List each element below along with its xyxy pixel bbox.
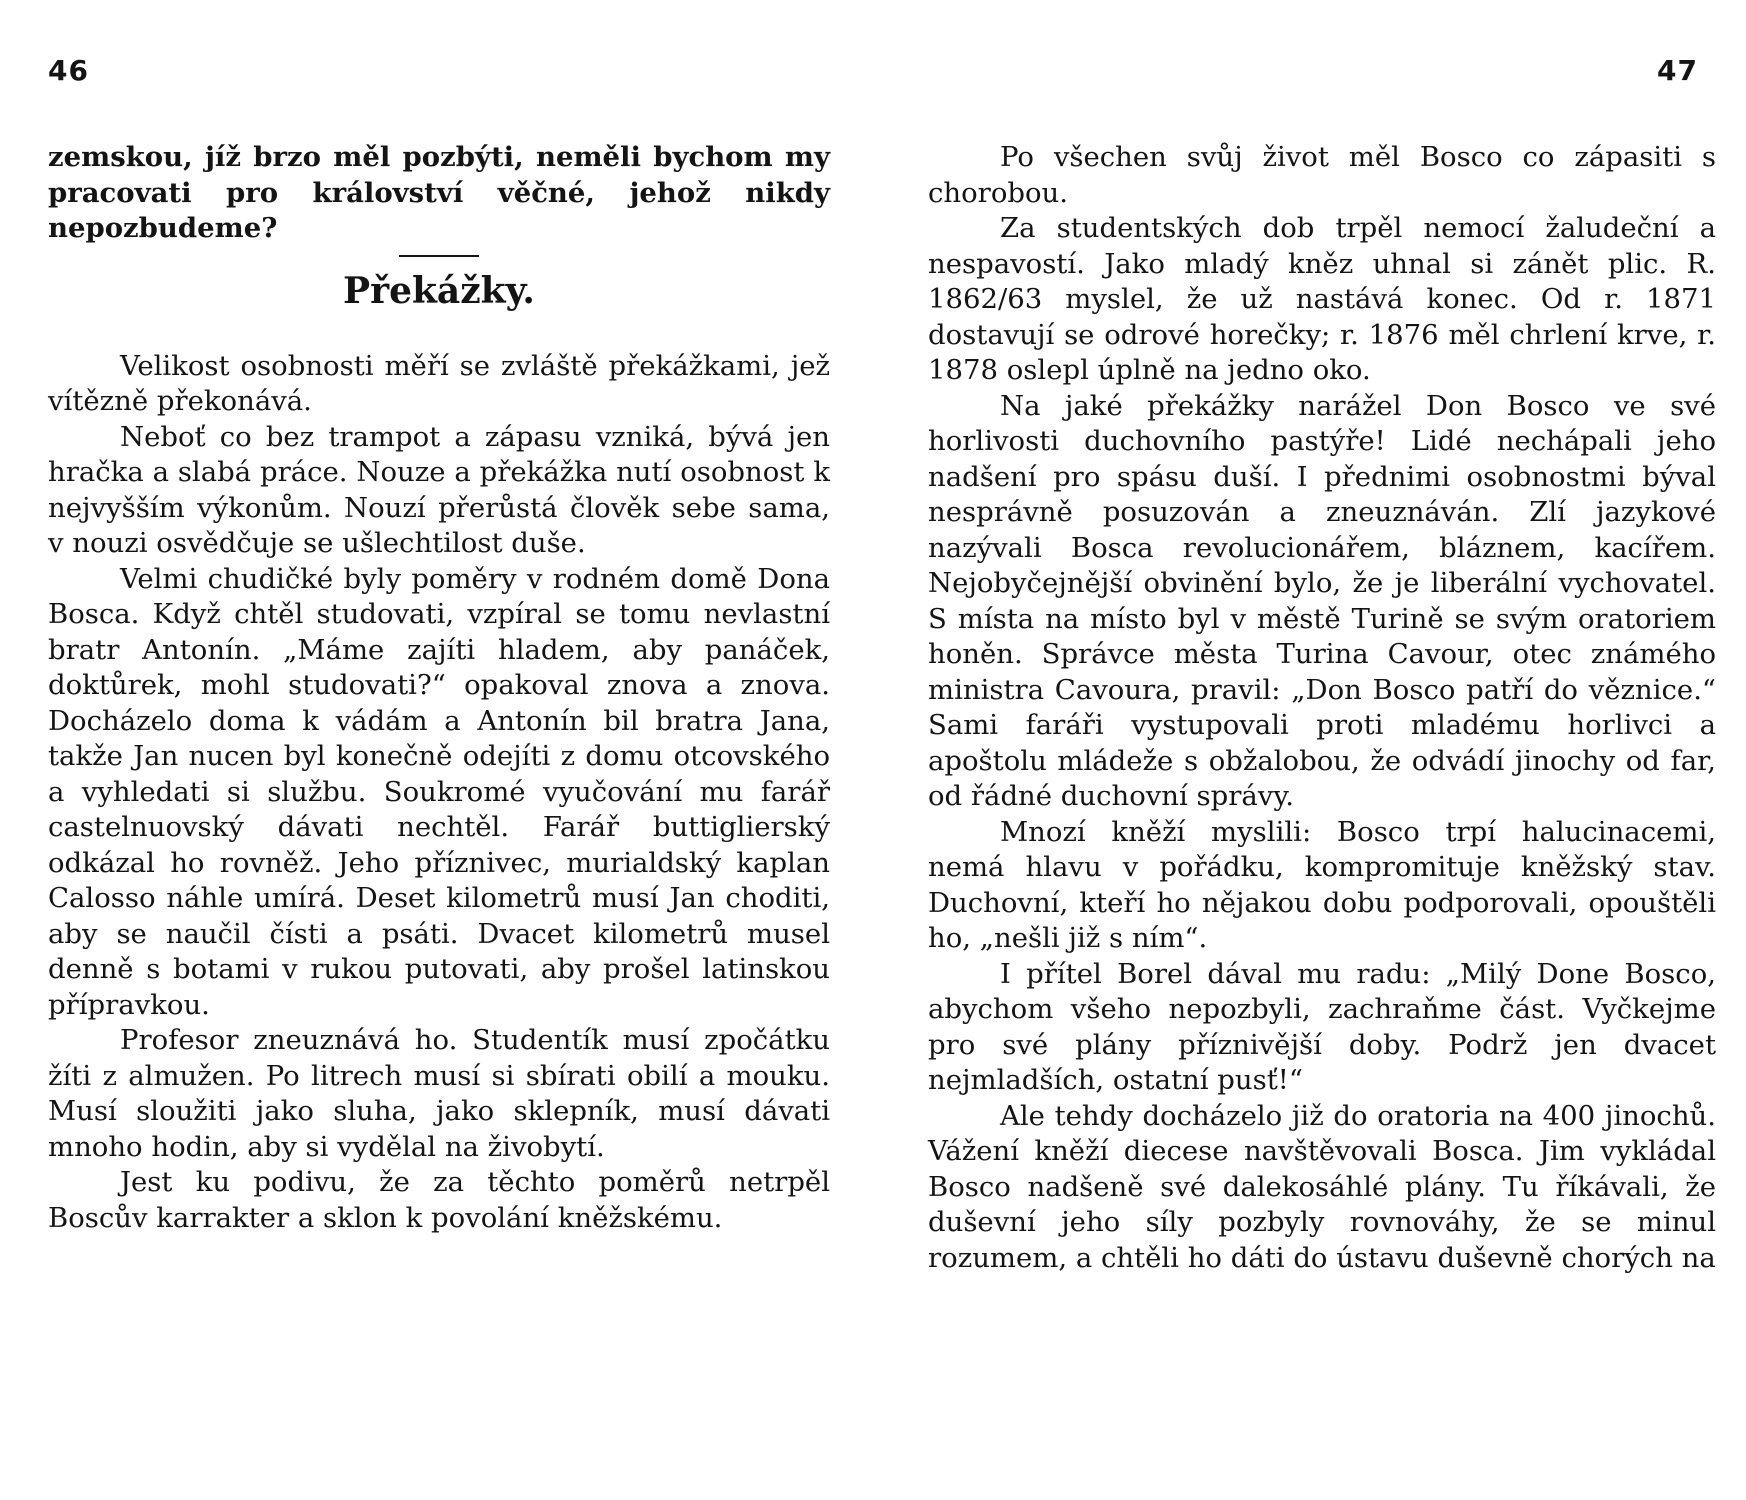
- paragraph: Velikost osobnosti měří se zvláště překážkami, jež vítězně překonává.: [48, 349, 830, 417]
- paragraph: Za studentských dob trpěl nemocí žaludeční a nespavostí. Jako mladý kněz uhnal si zánět plic. R. 1862/63 myslel, že už nastává konec. Od r. 1871 dostavují se odrové horečky; r. 1876 měl chrlení krve, r. 1878 oslepl úplně na jedno oko.: [928, 212, 1716, 386]
- paragraph: I přítel Borel dával mu radu: „Milý Done Bosco, abychom všeho nepozbyli, zachraňme část. Vyčkejme pro své plány příznivější doby. Podrž jen dvacet nejmladších, ostatní pusť!“: [928, 957, 1716, 1096]
- paragraph: Neboť co bez trampot a zápasu vzniká, bývá jen hračka a slabá práce. Nouze a překážka nutí osobnost k nejvyšším výkonům. Nouzí přerůstá člověk sebe sama, v nouzi osvědčuje se ušlechtilost duše.: [48, 420, 830, 559]
- paragraph: Jest ku podivu, že za těchto poměrů netrpěl Boscův karrakter a sklon k povolání kněžskému.: [48, 1166, 830, 1234]
- right-page: [873, 0, 1746, 1500]
- paragraph: Profesor zneuznává ho. Studentík musí zpočátku žíti z almužen. Po litrech musí si sbírati obilí a mouku. Musí sloužiti jako sluha, jako sklepník, musí dávati mnoho hodin, aby si vydělal na živobytí.: [48, 1024, 830, 1163]
- paragraph: Mnozí kněží myslili: Bosco trpí halucinacemi, nemá hlavu v pořádku, kompromituje kněžský stav. Duchovní, kteří ho nějakou dobu podporovali, opouštěli ho, „nešli již s ním“.: [928, 815, 1716, 954]
- paragraph: Po všechen svůj život měl Bosco co zápasiti s chorobou.: [928, 141, 1716, 209]
- page-number-left: 46: [48, 54, 89, 87]
- left-text-column: [48, 140, 830, 1236]
- paragraph: Ale tehdy docházelo již do oratoria na 400 jinochů. Vážení kněží diecese navštěvovali Bosca. Jim vykládal Bosco nadšeně své dalekosáhlé plány. Tu říkávali, že duševní jeho síly pozbyly rovnováhy, že se minul rozumem, a chtěli ho dáti do ústavu duševně chorých na: [928, 1099, 1716, 1274]
- section-divider: [399, 255, 479, 257]
- section-heading: Překážky.: [343, 269, 535, 312]
- right-text-column: [928, 140, 1716, 1276]
- paragraph: Na jaké překážky narážel Don Bosco ve své horlivosti duchovního pastýře! Lidé nechápali jeho nadšení pro spásu duší. I přednimi osobnostmi býval nesprávně posuzován a zneuznáván. Zlí jazykové nazývali Bosca revolucionářem, bláznem, kacířem. Nejobyčejnější obvinění bylo, že je liberální vychovatel. S místa na místo byl v městě Turině se svým oratoriem honěn. Správce města Turina Cavour, otec známého ministra Cavoura, pravil: „Don Bosco patří do věznice.“ Sami faráři vystupovali proti mladému horlivci a apoštolu mládeže s obžalobou, že odvádí jinochy od far, od řádné duchovní správy.: [928, 389, 1716, 812]
- paragraph: Velmi chudičké byly poměry v rodném domě Dona Bosca. Když chtěl studovati, vzpíral se tomu nevlastní bratr Antonín. „Máme zajíti hladem, aby panáček, doktůrek, mohl studovati?“ opakoval znova a znova. Docházelo doma k vádám a Antonín bil bratra Jana, takže Jan nucen byl konečně odejíti z domu otcovského a vyhledati si službu. Soukromé vyučování mu farář castelnuovský dávati nechtěl. Farář buttiglierský odkázal ho rovněž. Jeho příznivec, murialdský kaplan Calosso náhle umírá. Deset kilometrů musí Jan choditi, aby se naučil čísti a psáti. Dvacet kilometrů musel denně s botami v rukou putovati, aby prošel latinskou přípravkou.: [48, 562, 830, 1021]
- intro-paragraph: zemskou, jíž brzo měl pozbýti, neměli bychom my pracovati pro království věčné, jehož nikdy nepozbudeme?: [48, 141, 830, 244]
- page-number-right: 47: [1657, 54, 1698, 87]
